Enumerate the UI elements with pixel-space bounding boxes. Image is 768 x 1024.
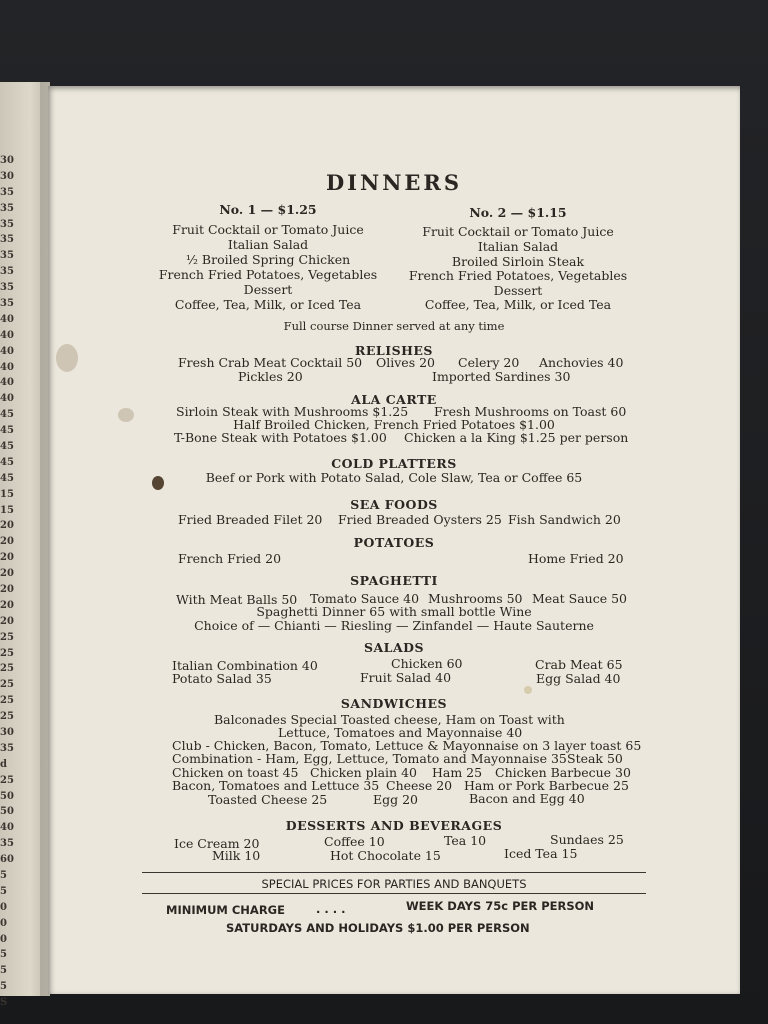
left-page-number: 35 bbox=[0, 298, 14, 309]
dinner-2-line: Fruit Cocktail or Tomato Juice bbox=[422, 224, 614, 239]
menu-item: Egg Salad 40 bbox=[536, 671, 621, 686]
relishes-heading: RELISHES bbox=[355, 343, 433, 358]
left-page-number: 30 bbox=[0, 727, 14, 738]
menu-item: Chicken Barbecue 30 bbox=[495, 765, 631, 780]
left-page-number: 40 bbox=[0, 361, 14, 373]
left-page-number: 35 bbox=[0, 742, 14, 754]
minimum-charge-label: MINIMUM CHARGE bbox=[166, 903, 285, 917]
left-page-number: 40 bbox=[0, 329, 14, 341]
dinner-1-heading: No. 1 — $1.25 bbox=[219, 202, 317, 217]
menu-item: French Fried 20 bbox=[178, 551, 282, 566]
dinner-1-line: Fruit Cocktail or Tomato Juice bbox=[172, 222, 364, 237]
left-page-number: 45 bbox=[0, 472, 14, 484]
menu-item: Chicken plain 40 bbox=[310, 765, 417, 780]
full-course-note: Full course Dinner served at any time bbox=[283, 319, 505, 333]
menu-item: Celery 20 bbox=[458, 355, 520, 370]
menu-item: Fresh Mushrooms on Toast 60 bbox=[434, 404, 627, 419]
menu-item: Imported Sardines 30 bbox=[432, 369, 571, 384]
menu-item: Balconades Special Toasted cheese, Ham on Toast with bbox=[214, 712, 565, 727]
left-page-number: 5 bbox=[0, 870, 7, 881]
left-page-number: 5 bbox=[0, 981, 7, 993]
left-page-number: 50 bbox=[0, 806, 14, 818]
desserts-heading: DESSERTS AND BEVERAGES bbox=[285, 818, 503, 833]
divider-rule bbox=[142, 872, 646, 873]
menu-item: Steak 50 bbox=[567, 751, 623, 766]
menu-item: Mushrooms 50 bbox=[428, 591, 523, 606]
menu-page bbox=[48, 86, 740, 994]
left-page-number: 0 bbox=[0, 901, 7, 913]
menu-item: Choice of — Chianti — Riesling — Zinfandel — Haute Sauterne bbox=[194, 618, 594, 633]
dinner-2-line: Italian Salad bbox=[477, 239, 559, 254]
menu-item: Milk 10 bbox=[212, 848, 261, 863]
left-page-number: 35 bbox=[0, 218, 14, 230]
leader-dots: . . . . bbox=[316, 902, 346, 916]
left-page-number: 35 bbox=[0, 838, 14, 850]
menu-item: Spaghetti Dinner 65 with small bottle Wine bbox=[256, 604, 532, 619]
ala-carte-heading: ALA CARTE bbox=[351, 392, 437, 407]
menu-item: Combination - Ham, Egg, Lettuce, Tomato and Mayonnaise 35 bbox=[172, 751, 567, 766]
menu-item: Fruit Salad 40 bbox=[360, 670, 452, 685]
menu-item: Sirloin Steak with Mushrooms $1.25 bbox=[176, 404, 409, 419]
menu-item: Coffee 10 bbox=[324, 834, 385, 849]
menu-item: Crab Meat 65 bbox=[535, 657, 623, 672]
saturdays-price: SATURDAYS AND HOLIDAYS $1.00 PER PERSON bbox=[226, 921, 530, 935]
dinner-2-line: Broiled Sirloin Steak bbox=[451, 254, 585, 269]
cold-platters-heading: COLD PLATTERS bbox=[331, 456, 457, 471]
menu-item: Ham 25 bbox=[432, 765, 483, 780]
dinner-1-line: ½ Broiled Spring Chicken bbox=[185, 252, 351, 267]
left-page-number: 40 bbox=[0, 313, 14, 325]
menu-item: Fresh Crab Meat Cocktail 50 bbox=[178, 355, 363, 370]
dinner-1-line: Italian Salad bbox=[227, 237, 309, 252]
sandwiches-heading: SANDWICHES bbox=[340, 696, 448, 711]
left-page-number: 25 bbox=[0, 711, 14, 723]
dinner-1-line: Dessert bbox=[243, 282, 293, 297]
left-page-number: 35 bbox=[0, 282, 14, 294]
menu-item: Club - Chicken, Bacon, Tomato, Lettuce & Mayonnaise on 3 layer toast 65 bbox=[172, 738, 642, 753]
stain-mark bbox=[524, 686, 532, 694]
left-page-number: 50 bbox=[0, 790, 14, 802]
menu-item: Olives 20 bbox=[376, 355, 435, 370]
left-page-number: 25 bbox=[0, 631, 14, 643]
dinner-1-line: Coffee, Tea, Milk, or Iced Tea bbox=[174, 297, 362, 312]
left-page-number: 5 bbox=[0, 885, 7, 897]
left-page-number: 45 bbox=[0, 456, 14, 468]
left-page-number: 45 bbox=[0, 425, 14, 437]
left-page-number: 40 bbox=[0, 393, 14, 405]
dinner-2-line: Dessert bbox=[493, 283, 543, 298]
menu-item: T-Bone Steak with Potatoes $1.00 bbox=[174, 430, 387, 445]
menu-item: Beef or Pork with Potato Salad, Cole Slaw, Tea or Coffee 65 bbox=[205, 470, 583, 485]
menu-item: Chicken 60 bbox=[391, 656, 463, 671]
dinner-2-line: French Fried Potatoes, Vegetables bbox=[408, 268, 628, 283]
menu-item: Hot Chocolate 15 bbox=[330, 848, 441, 863]
menu-item: Fried Breaded Oysters 25 bbox=[338, 512, 502, 527]
menu-item: Toasted Cheese 25 bbox=[208, 792, 328, 807]
left-page-number: 45 bbox=[0, 409, 14, 421]
sea-foods-heading: SEA FOODS bbox=[350, 497, 438, 512]
left-page-number: 25 bbox=[0, 774, 14, 786]
left-page-number: 35 bbox=[0, 234, 14, 246]
left-page-number: 35 bbox=[0, 250, 14, 262]
left-page-number: 40 bbox=[0, 377, 14, 389]
menu-item: Egg 20 bbox=[373, 792, 419, 807]
dinner-2-line: Coffee, Tea, Milk, or Iced Tea bbox=[424, 297, 612, 312]
menu-item: Tomato Sauce 40 bbox=[310, 591, 420, 606]
menu-item: Fried Breaded Filet 20 bbox=[178, 512, 323, 527]
menu-item: Fish Sandwich 20 bbox=[508, 512, 621, 527]
left-page-number: 60 bbox=[0, 854, 14, 866]
left-page-number: 30 bbox=[0, 170, 14, 182]
menu-item: Pickles 20 bbox=[238, 369, 303, 384]
left-page-number: 20 bbox=[0, 599, 14, 611]
menu-item: Bacon and Egg 40 bbox=[469, 791, 585, 806]
left-page-number: 40 bbox=[0, 822, 14, 834]
menu-item: Potato Salad 35 bbox=[172, 671, 272, 686]
menu-item: With Meat Balls 50 bbox=[176, 592, 298, 607]
menu-title: DINNERS bbox=[325, 170, 463, 195]
menu-item: Ham or Pork Barbecue 25 bbox=[464, 778, 629, 793]
left-page-number: S bbox=[0, 997, 8, 1009]
left-page-number: 0 bbox=[0, 917, 7, 929]
left-page-number: 25 bbox=[0, 663, 14, 675]
dinner-2-heading: No. 2 — $1.15 bbox=[469, 205, 567, 220]
left-page-number: 25 bbox=[0, 679, 14, 691]
menu-item: Chicken on toast 45 bbox=[172, 765, 299, 780]
salads-heading: SALADS bbox=[363, 640, 425, 655]
menu-item: Anchovies 40 bbox=[539, 355, 624, 370]
left-page-number: 40 bbox=[0, 345, 14, 357]
menu-item: Half Broiled Chicken, French Fried Potatoes $1.00 bbox=[233, 417, 555, 432]
left-page-number: 20 bbox=[0, 568, 14, 580]
menu-item: Meat Sauce 50 bbox=[532, 591, 627, 606]
left-page-number: 20 bbox=[0, 536, 14, 548]
left-page-number: 0 bbox=[0, 933, 7, 945]
menu-item: Bacon, Tomatoes and Lettuce 35 bbox=[172, 778, 380, 793]
left-page-number: 15 bbox=[0, 504, 14, 516]
special-prices-note: SPECIAL PRICES FOR PARTIES AND BANQUETS bbox=[261, 877, 527, 891]
potatoes-heading: POTATOES bbox=[353, 535, 435, 550]
divider-rule bbox=[142, 893, 646, 894]
dinner-1-line: French Fried Potatoes, Vegetables bbox=[158, 267, 378, 282]
menu-item: Chicken a la King $1.25 per person bbox=[404, 430, 629, 445]
left-page-number: 20 bbox=[0, 552, 14, 564]
menu-item: Sundaes 25 bbox=[550, 832, 624, 847]
spaghetti-heading: SPAGHETTI bbox=[350, 573, 438, 588]
left-page-number: 20 bbox=[0, 584, 14, 595]
left-page-number: 15 bbox=[0, 488, 14, 500]
left-page-number: 35 bbox=[0, 266, 14, 278]
menu-item: Iced Tea 15 bbox=[504, 846, 578, 861]
menu-item: Italian Combination 40 bbox=[172, 658, 318, 673]
menu-item: Cheese 20 bbox=[386, 778, 453, 793]
menu-item: Lettuce, Tomatoes and Mayonnaise 40 bbox=[278, 725, 523, 740]
left-page-number: d bbox=[0, 758, 7, 770]
left-page-number: 35 bbox=[0, 186, 14, 198]
left-page-number: 30 bbox=[0, 155, 14, 166]
menu-item: Ice Cream 20 bbox=[174, 836, 260, 851]
left-page-number: 35 bbox=[0, 202, 14, 214]
left-page-number: 25 bbox=[0, 647, 14, 659]
left-page-number: 5 bbox=[0, 965, 7, 977]
menu-item: Home Fried 20 bbox=[528, 551, 624, 566]
left-page-number: 5 bbox=[0, 949, 7, 961]
left-page-number: 45 bbox=[0, 441, 14, 452]
left-page-number: 20 bbox=[0, 615, 14, 627]
week-days-price: WEEK DAYS 75c PER PERSON bbox=[406, 899, 595, 913]
menu-item: Tea 10 bbox=[444, 833, 487, 848]
left-page-number: 25 bbox=[0, 695, 14, 707]
left-page-number: 20 bbox=[0, 520, 14, 532]
